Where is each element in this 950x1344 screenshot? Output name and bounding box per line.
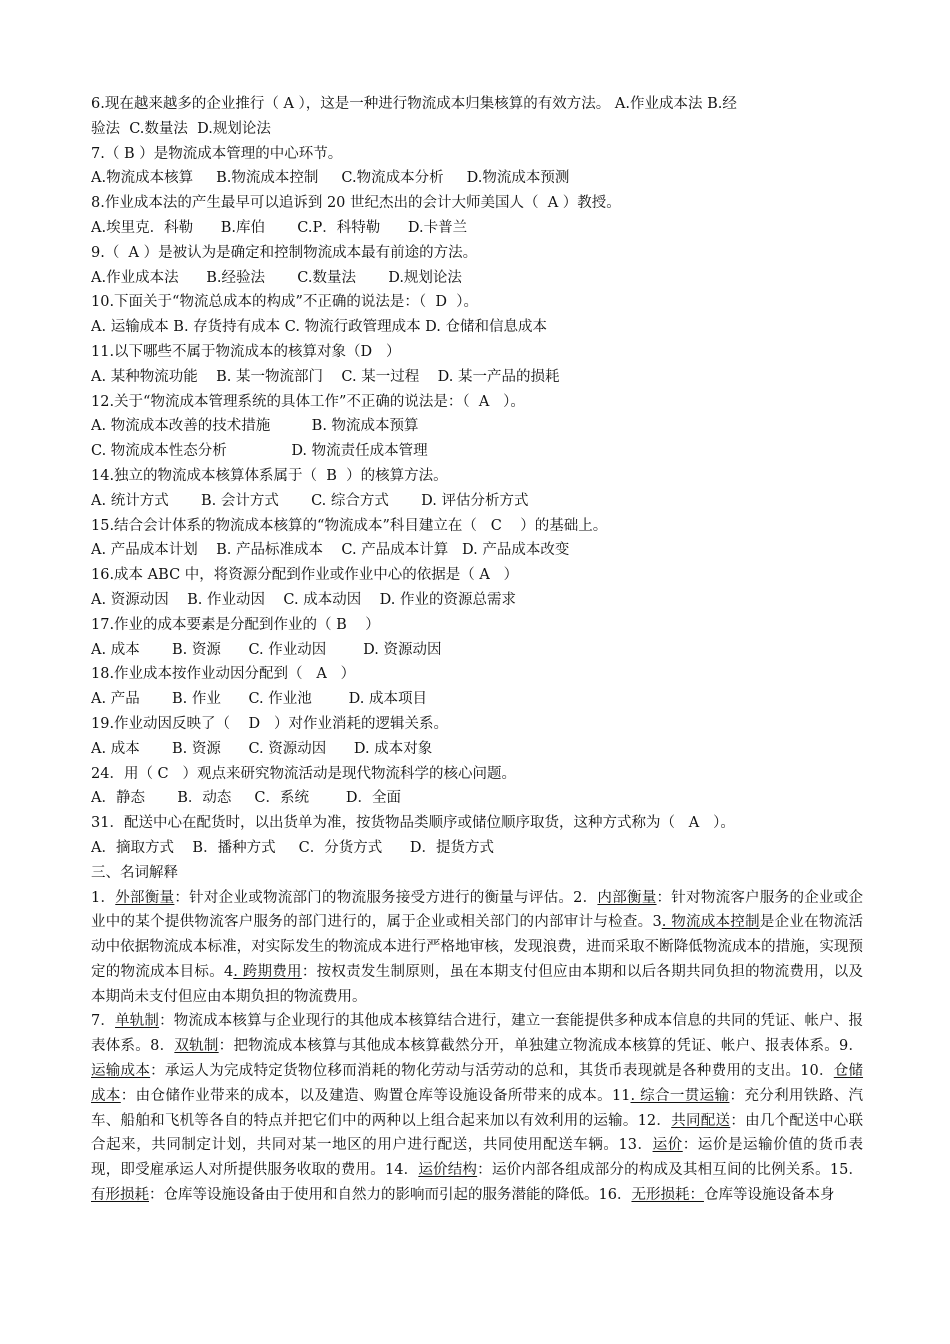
- text-line: 31．配送中心在配货时，以出货单为准，按货物品类顺序或储位顺序取货，这种方式称为（ A ）。: [91, 815, 735, 832]
- definition-number: 13．: [618, 1137, 653, 1154]
- document-page: [91, 92, 863, 1208]
- definition-text: 是企业在物流活动中依据物流成本标准，对实际发生的物流成本进行严格地审核，发现浪费，进而采取不断降低物流成本的措施，实现预定的物流成本目标。: [91, 914, 864, 980]
- text-line: 11.以下哪些不属于物流成本的核算对象（D ）: [91, 343, 401, 360]
- definition-number: 4: [223, 963, 234, 980]
- definition-term: 内部衡量: [597, 889, 657, 906]
- text-line: 7.（ B ）是物流成本管理的中心环节。: [91, 145, 343, 162]
- text-line: A．静态 B．动态 C．系统 D．全面: [91, 790, 402, 807]
- text-line: 15.结合会计体系的物流成本核算的“物流成本”科目建立在（ C ）的基础上。: [91, 517, 608, 534]
- definition-number: 14．: [384, 1162, 419, 1179]
- definition-number: 2．: [573, 889, 598, 906]
- text-line: 12.关于“物流成本管理系统的具体工作”不正确的说法是：（ A ）。: [91, 393, 525, 410]
- definition-text: ：承运人为完成特定货物位移而消耗的物化劳动与活劳动的总和，其货币表现就是各种费用的支出。: [150, 1063, 801, 1080]
- definition-number: 15．: [829, 1162, 864, 1179]
- text-line: A. 产品 B. 作业 C. 作业池 D. 成本项目: [91, 691, 427, 708]
- text-line: C. 物流成本性态分析 D. 物流责任成本管理: [91, 443, 428, 460]
- text-line: 10.下面关于“物流总成本的构成”不正确的说法是：（ D ）。: [91, 294, 478, 311]
- question-list: [91, 92, 863, 886]
- definition-text: ：针对企业或物流部门的物流服务接受方进行的衡量与评估。: [174, 889, 574, 906]
- text-line: 18.作业成本按作业动因分配到（ A ）: [91, 666, 356, 683]
- text-line: A. 产品成本计划 B. 产品标准成本 C. 产品成本计算 D. 产品成本改变: [91, 542, 570, 559]
- definition-text: ：充分利用铁路、汽车、船舶和飞机等各自的特点并把它们中的两种以上组合起来加以有效利用的运输。: [91, 1087, 864, 1129]
- definitions-paragraph-2: [91, 1009, 863, 1207]
- text-line: 16.成本 ABC 中，将资源分配到作业或作业中心的依据是（ A ）: [91, 567, 519, 584]
- definition-term: 运价结构: [418, 1162, 478, 1179]
- text-line: 验法 C.数量法 D.规划论法: [91, 120, 271, 137]
- definition-term: 运输成本: [91, 1063, 151, 1080]
- definition-text: ：物流成本核算与企业现行的其他成本核算结合进行，建立一套能提供多种成本信息的共同的凭证、帐户、报表体系。: [91, 1013, 863, 1055]
- text-line: A. 运输成本 B. 存货持有成本 C. 物流行政管理成本 D. 仓储和信息成本: [91, 319, 548, 336]
- text-line: A.埃里克．科勒 B.库伯 C.P．科特勒 D.卡普兰: [91, 219, 468, 236]
- definition-term: 有形损耗: [91, 1187, 149, 1204]
- definition-term: . 跨期费用: [233, 963, 302, 980]
- definition-term: 仓储成本: [91, 1063, 864, 1104]
- definition-number: 11: [612, 1087, 631, 1104]
- text-line: 14.独立的物流成本核算体系属于（ B ）的核算方法。: [91, 467, 448, 484]
- definition-text: ：运价内部各组成部分的构成及其相互间的比例关系。: [477, 1162, 830, 1179]
- definitions-paragraph-1: [91, 886, 863, 1010]
- text-line: 24．用（ C ）观点来研究物流活动是现代物流科学的核心问题。: [91, 765, 516, 782]
- text-line: A.作业成本法 B.经验法 C.数量法 D.规划论法: [91, 269, 462, 286]
- definition-text: ：按权责发生制原则，虽在本期支付但应由本期和以后各期共同负担的物流费用，以及本期尚未支付但应由本期负担的物流费用。: [91, 963, 864, 1005]
- section-heading: 三、名词解释: [91, 864, 178, 881]
- definition-text: ：由仓储作业带来的成本，以及建造、购置仓库等设施设备所带来的成本。: [120, 1087, 613, 1104]
- definition-text: ：针对物流客户服务的企业或企业中的某个提供物流客户服务的部门进行的，属于企业或相关部门的内部审计与检查。: [91, 889, 864, 931]
- definition-number: 7．: [91, 1013, 116, 1030]
- text-line: A. 成本 B. 资源 C. 作业动因 D. 资源动因: [91, 641, 442, 658]
- definition-term: 运价: [652, 1137, 683, 1154]
- definition-term: 共同配送: [671, 1112, 731, 1129]
- text-line: A. 某种物流功能 B. 某一物流部门 C. 某一过程 D. 某一产品的损耗: [91, 368, 560, 385]
- text-line: A．摘取方式 B．播种方式 C．分货方式 D．提货方式: [91, 839, 494, 856]
- text-line: A.物流成本核算 B.物流成本控制 C.物流成本分析 D.物流成本预测: [91, 170, 570, 187]
- definition-term: . 综合一贯运输: [630, 1087, 730, 1104]
- definition-text: ：运价是运输价值的货币表现，即受雇承运人对所提供服务收取的费用。: [91, 1137, 864, 1179]
- definition-term: 双轨制: [174, 1038, 219, 1055]
- definition-number: 10．: [800, 1063, 834, 1080]
- definition-text: ：仓库等设施设备由于使用和自然力的影响而引起的服务潜能的降低。: [149, 1187, 599, 1204]
- definition-term: 外部衡量: [115, 889, 175, 906]
- definition-term: 单轨制: [115, 1013, 160, 1030]
- definition-number: 3: [652, 914, 662, 931]
- text-line: A. 资源动因 B. 作业动因 C. 成本动因 D. 作业的资源总需求: [91, 591, 516, 608]
- definition-number: 1．: [91, 889, 116, 906]
- definition-term: 无形损耗：: [631, 1187, 704, 1204]
- text-line: A. 统计方式 B. 会计方式 C. 综合方式 D. 评估分析方式: [91, 492, 529, 509]
- definition-number: 9．: [839, 1038, 864, 1055]
- text-line: 19.作业动因反映了（ D ）对作业消耗的逻辑关系。: [91, 715, 448, 732]
- text-line: 8.作业成本法的产生最早可以追诉到 20 世纪杰出的会计大师美国人（ A ）教授。: [91, 195, 621, 212]
- definition-text: ：把物流成本核算与其他成本核算截然分开，单独建立物流成本核算的凭证、帐户、报表体系。: [218, 1038, 840, 1055]
- text-line: A. 成本 B. 资源 C. 资源动因 D. 成本对象: [91, 740, 433, 757]
- definition-number: 8．: [150, 1038, 175, 1055]
- definition-number: 16．: [598, 1187, 632, 1204]
- text-line: A. 物流成本改善的技术措施 B. 物流成本预算: [91, 418, 419, 435]
- definition-text: ：由几个配送中心联合起来，共同制定计划，共同对某一地区的用户进行配送，共同使用配送车辆。: [91, 1112, 864, 1154]
- definition-number: 12．: [637, 1112, 672, 1129]
- definition-term: . 物流成本控制: [661, 914, 760, 931]
- text-line: 9.（ A ）是被认为是确定和控制物流成本最有前途的方法。: [91, 244, 478, 261]
- definition-text: 仓库等设施设备本身: [703, 1187, 835, 1204]
- text-line: 6.现在越来越多的企业推行（ A ），这是一种进行物流成本归集核算的有效方法。 A.作业成本法 B.经: [91, 96, 737, 112]
- text-line: 17.作业的成本要素是分配到作业的（ B ）: [91, 616, 380, 633]
